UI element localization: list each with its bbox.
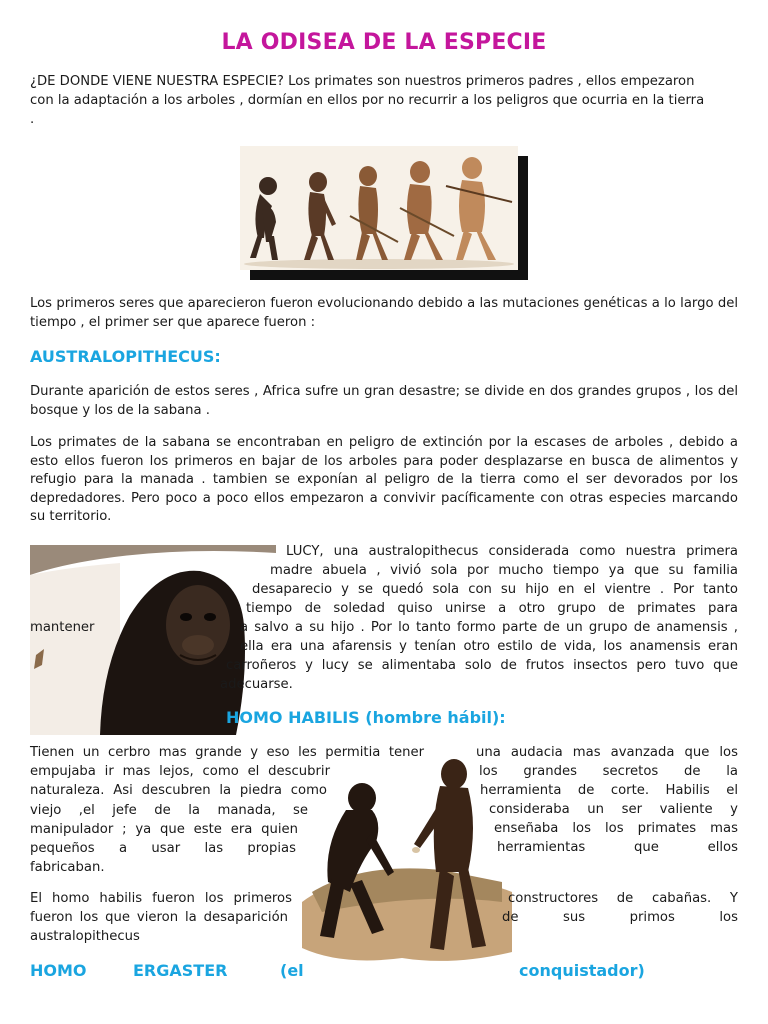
habilis-right-line-2: constructores de cabañas. Y bbox=[508, 891, 738, 906]
habilis-right-line: herramientas que ellos bbox=[497, 840, 738, 855]
section-heading-homo-ergaster-part: HOMO bbox=[30, 961, 87, 980]
origin-paragraph: Los primeros seres que aparecieron fueron evolucionando debido a las mutaciones genéticas a lo largo del tiempo , el primer ser que aparece fueron : bbox=[30, 296, 738, 330]
section-heading-homo-ergaster-part: conquistador) bbox=[519, 961, 645, 980]
section-heading-homo-ergaster-part: (el bbox=[280, 961, 304, 980]
evolution-image bbox=[240, 146, 518, 270]
intro-paragraph bbox=[30, 72, 740, 129]
habilis-left-line-2: australopithecus bbox=[30, 929, 140, 945]
lucy-text-line: adecuarse. bbox=[220, 677, 293, 692]
habilis-right-line-2: de sus primos los bbox=[502, 910, 738, 925]
evolution-figures bbox=[240, 146, 518, 270]
habilis-left-line-2: fueron los que vieron la desaparición bbox=[30, 910, 288, 926]
habilis-left-line: empujaba ir mas lejos, como el descubrir bbox=[30, 764, 330, 780]
section-heading-australopithecus: AUSTRALOPITHECUS: bbox=[30, 347, 221, 366]
section-heading-homo-habilis: HOMO HABILIS (hombre hábil): bbox=[226, 708, 506, 727]
page-title: LA ODISEA DE LA ESPECIE bbox=[221, 30, 547, 55]
habilis-left-line: viejo ,el jefe de la manada, se bbox=[30, 802, 308, 818]
habilis-left-line: naturaleza. Asi descubren la piedra como bbox=[30, 783, 327, 799]
australopithecus-paragraph-2: Los primates de la sabana se encontraban en peligro de extinción por la escases de arboles , debido a esto ellos fueron los primeros en bajar de los arboles para poder desplazarse en busca de alimentos y refugio para la manada . tambien se exponían al peligro de la tierra como el ser devorados por los depredadores. Pero poco a poco ellos empezaron a convivir pacíficamente con otras especies marcando su territorio. bbox=[30, 435, 738, 524]
habilis-left-line: Tienen un cerbro mas grande y eso les permitia tener bbox=[30, 745, 424, 760]
habilis-left-column-2 bbox=[30, 889, 292, 947]
habilis-right-line: una audacia mas avanzada que los bbox=[476, 745, 738, 760]
intro-line: ¿DE DONDE VIENE NUESTRA ESPECIE? Los primates son nuestros primeros padres , ellos empezaron bbox=[30, 74, 695, 89]
lucy-text-line: LUCY, una australopithecus considerada como nuestra primera bbox=[286, 544, 738, 559]
habilis-left-line: fabricaban. bbox=[30, 860, 105, 876]
habilis-right-line: herramienta de corte. Habilis el bbox=[480, 783, 738, 798]
habilis-right-line: los grandes secretos de la bbox=[479, 764, 738, 779]
habilis-right-line: enseñaba los los primates mas bbox=[494, 821, 738, 836]
lucy-text-line: tiempo de soledad quiso unirse a otro grupo de primates para bbox=[246, 601, 738, 616]
intro-line: con la adaptación a los arboles , dormían en ellos por no recurrir a los peligros que ocurria en la tierra bbox=[30, 93, 705, 108]
habilis-right-line: consideraba un ser valiente y bbox=[489, 802, 738, 817]
habilis-left-column bbox=[30, 743, 422, 877]
lucy-left-word: mantener bbox=[30, 620, 95, 635]
lucy-text-line: a salvo a su hijo . Por lo tanto formo parte de un grupo de anamensis , bbox=[240, 620, 738, 635]
habilis-left-line-2: El homo habilis fueron los primeros bbox=[30, 891, 292, 906]
lucy-text-line: madre abuela , vivió sola por mucho tiempo ya que su familia bbox=[270, 563, 738, 578]
australopithecus-paragraph-1: Durante aparición de estos seres , Africa sufre un gran desastre; se divide en dos grandes grupos , los del bosque y los de la sabana . bbox=[30, 384, 738, 418]
section-heading-homo-ergaster-part: ERGASTER bbox=[133, 961, 228, 980]
lucy-text-line: ella era una afarensis y tenían otro estilo de vida, los anamensis eran bbox=[240, 639, 738, 654]
intro-line: . bbox=[30, 112, 35, 127]
habilis-left-line: pequeños a usar las propias bbox=[30, 841, 296, 857]
habilis-left-line: manipulador ; ya que este era quien bbox=[30, 821, 298, 837]
lucy-text-line: carroñeros y lucy se alimentaba solo de frutos insectos pero tuvo que bbox=[226, 658, 738, 673]
lucy-text-line: desaparecio y se quedó sola con su hijo en el vientre . Por tanto bbox=[252, 582, 738, 597]
